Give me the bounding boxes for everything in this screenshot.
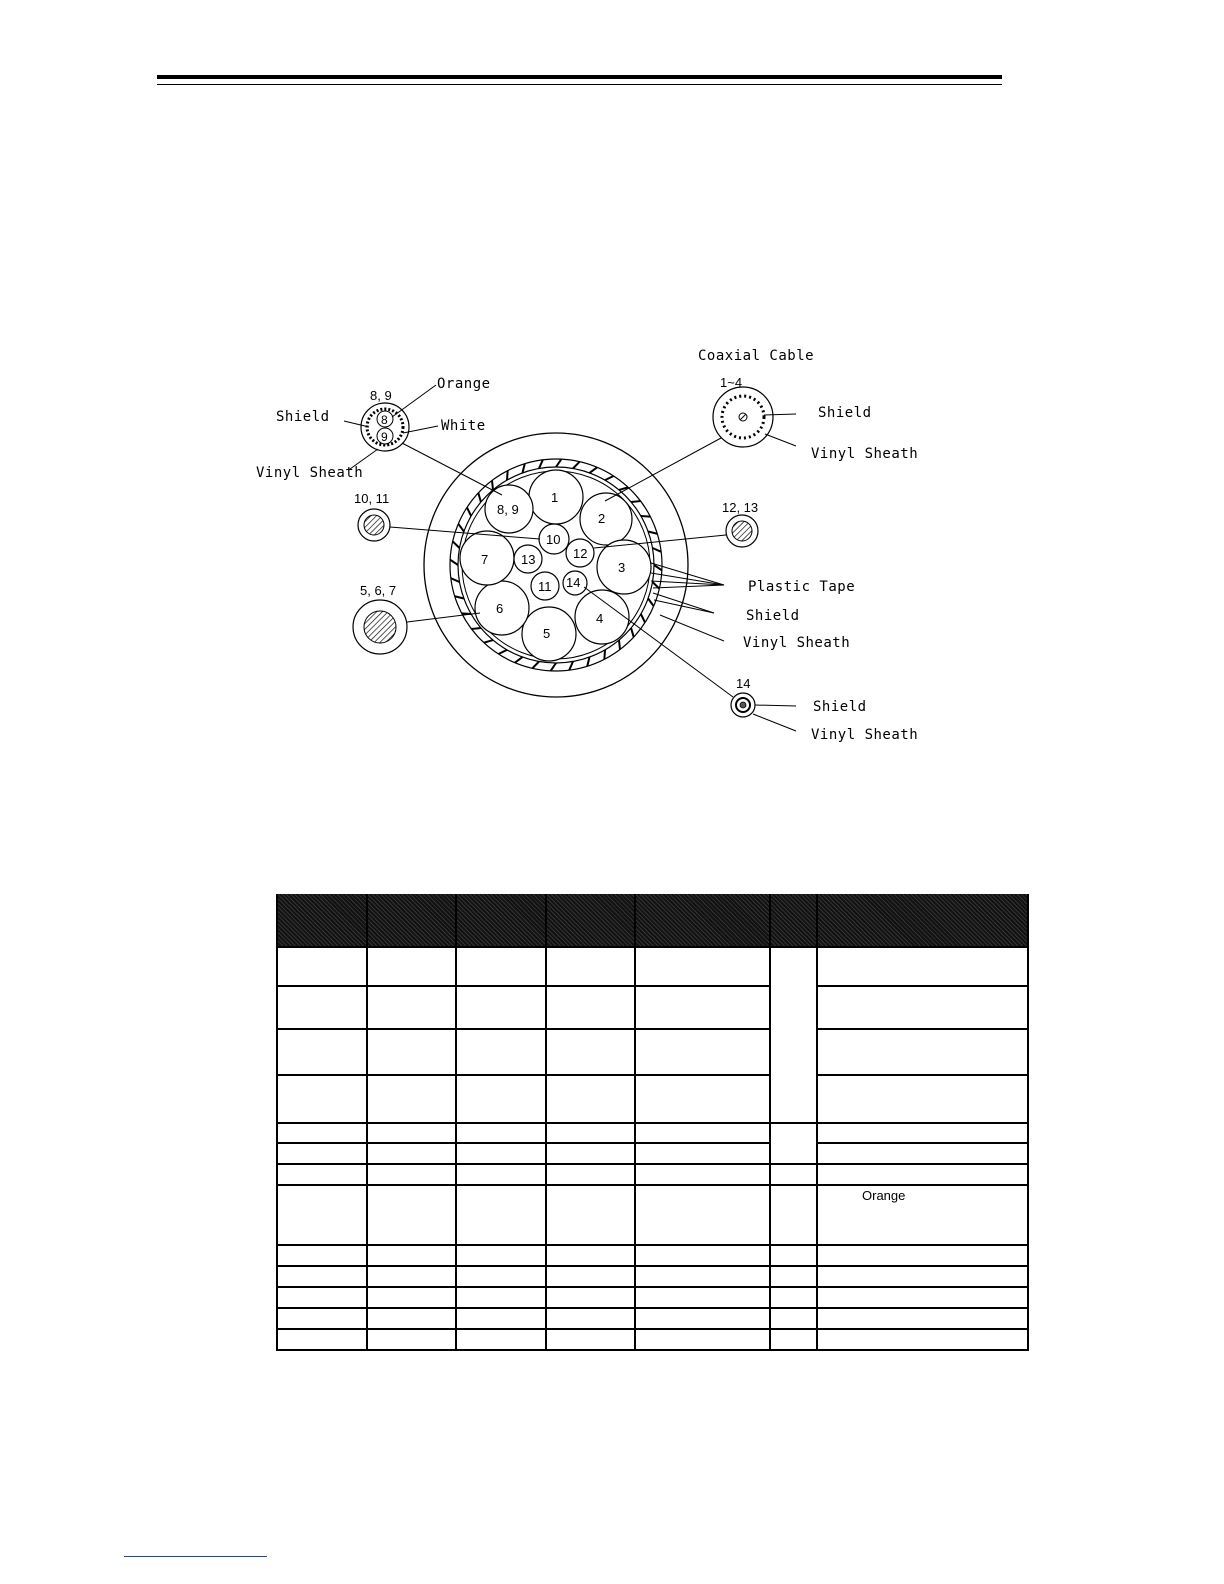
table-cell <box>635 1123 770 1143</box>
shield-hatch-mark <box>455 596 464 598</box>
table-row <box>277 986 1028 1029</box>
table-cell <box>367 1266 456 1287</box>
table-cell <box>546 1185 635 1245</box>
group-label-14: 14 <box>736 676 751 691</box>
table-cell <box>367 1123 456 1143</box>
table-cell <box>277 1075 367 1123</box>
table-cell <box>456 986 546 1029</box>
table-cell <box>277 1029 367 1075</box>
table-cell <box>546 986 635 1029</box>
table-header-cell <box>770 894 817 947</box>
detail-10-11-core <box>364 515 384 535</box>
table-cell <box>546 947 635 986</box>
table-cell <box>546 1029 635 1075</box>
core-label-2: 2 <box>598 511 606 526</box>
table-cell <box>456 1266 546 1287</box>
table-cell <box>635 1029 770 1075</box>
shield-hatch-mark <box>532 662 539 669</box>
group-label-5-6-7: 5, 6, 7 <box>360 583 397 598</box>
table-cell <box>277 986 367 1029</box>
shield-hatch-mark <box>451 578 460 582</box>
core-label-1: 1 <box>551 490 559 505</box>
table-cell <box>817 1143 1028 1164</box>
group-label-89: 8, 9 <box>370 388 392 403</box>
core-label-14: 14 <box>566 575 581 590</box>
table-cell <box>635 1308 770 1329</box>
table-cell <box>456 947 546 986</box>
shield-hatch-mark <box>648 531 657 533</box>
table-header-cell <box>456 894 546 947</box>
core-label-13: 13 <box>521 552 536 567</box>
table-row <box>277 1029 1028 1075</box>
table-row <box>277 1123 1028 1143</box>
shield-hatch-mark <box>648 599 654 607</box>
table-cell <box>817 1075 1028 1123</box>
shield-hatch-mark <box>471 628 480 629</box>
table-cell <box>367 1075 456 1123</box>
label-orange: Orange <box>437 376 491 392</box>
core-label-89: 8, 9 <box>497 502 519 517</box>
shield-hatch-mark <box>478 493 481 502</box>
table-cell <box>546 1245 635 1266</box>
table-row <box>277 1164 1028 1185</box>
table-cell <box>635 1075 770 1123</box>
label-shield-pair: Shield <box>276 409 330 425</box>
table-header-cell <box>635 894 770 947</box>
table-row <box>277 1329 1028 1350</box>
cable-cross-section-diagram <box>240 335 940 755</box>
table-cell <box>367 1245 456 1266</box>
table-header-cell <box>817 894 1028 947</box>
table-cell <box>546 1075 635 1123</box>
table-cell <box>546 1308 635 1329</box>
shield-hatch-mark <box>539 460 543 469</box>
label-plastic-tape: Plastic Tape <box>748 579 856 595</box>
table-header-cell <box>277 894 367 947</box>
shield-hatch-mark <box>604 650 605 659</box>
table-row <box>277 1308 1028 1329</box>
core-label-4: 4 <box>596 611 604 626</box>
table-cell <box>546 1287 635 1308</box>
shield-hatch-mark <box>556 459 561 467</box>
table-cell <box>277 1143 367 1164</box>
shield-hatch-mark <box>641 614 645 623</box>
table-cell <box>817 1287 1028 1308</box>
shield-hatch-mark <box>569 662 573 671</box>
group-label-1-4: 1~4 <box>720 375 743 390</box>
table-cell <box>817 1245 1028 1266</box>
detail-5-6-7-core <box>364 611 396 643</box>
group-label-12-13: 12, 13 <box>722 500 759 515</box>
table-cell <box>635 1245 770 1266</box>
table-cell <box>635 947 770 986</box>
shield-hatch-mark <box>467 507 471 516</box>
table-header-row <box>277 894 1028 947</box>
table-cell <box>277 1308 367 1329</box>
table-row <box>277 1185 1028 1245</box>
table-cell <box>277 1123 367 1143</box>
shield-hatch-mark <box>653 548 662 552</box>
table-cell <box>277 1266 367 1287</box>
shield-hatch-mark <box>619 640 620 649</box>
table-row <box>277 1245 1028 1266</box>
table-cell <box>456 1029 546 1075</box>
table-cell <box>635 1329 770 1350</box>
footer-link-underline[interactable] <box>124 1556 267 1557</box>
shield-hatch-mark <box>453 541 460 548</box>
detail-14-core <box>740 702 746 708</box>
shield-hatch-mark <box>605 476 614 480</box>
shield-hatch-mark <box>507 471 508 480</box>
shield-hatch-mark <box>631 501 640 502</box>
table-row <box>277 1075 1028 1123</box>
table-cell <box>546 1266 635 1287</box>
header-rule-thick <box>157 75 1002 79</box>
shield-hatch-mark <box>515 657 523 663</box>
shield-hatch-mark <box>551 663 556 671</box>
table-cell <box>817 1266 1028 1287</box>
label-shield-14: Shield <box>813 699 867 715</box>
shield-hatch-mark <box>450 560 458 565</box>
table-cell <box>367 1164 456 1185</box>
table-cell <box>635 1185 770 1245</box>
table-cell <box>817 1308 1028 1329</box>
table-cell <box>367 986 456 1029</box>
table-cell <box>770 1266 817 1287</box>
table-cell <box>546 1164 635 1185</box>
table-cell <box>546 1123 635 1143</box>
table-cell <box>367 1308 456 1329</box>
cable-spec-table <box>276 894 1029 1351</box>
detail-12-13-core <box>732 521 752 541</box>
table-cell <box>456 1308 546 1329</box>
table-cell <box>770 1123 817 1164</box>
table-cell <box>770 947 817 1123</box>
shield-hatch-mark <box>458 524 464 532</box>
table-cell <box>456 1075 546 1123</box>
table-cell <box>277 1164 367 1185</box>
table-cell <box>770 1329 817 1350</box>
table-cell <box>817 1164 1028 1185</box>
label-shield-main: Shield <box>746 608 800 624</box>
label-white: White <box>441 418 486 434</box>
core-label-6: 6 <box>496 601 504 616</box>
table-cell <box>367 1143 456 1164</box>
table-cell <box>770 1245 817 1266</box>
table-cell <box>277 1185 367 1245</box>
table-cell <box>635 1266 770 1287</box>
table-cell <box>456 1287 546 1308</box>
shield-hatch-mark <box>522 464 524 473</box>
table-cell <box>456 1245 546 1266</box>
label-vinyl-sheath-14: Vinyl Sheath <box>811 727 919 743</box>
table-header-cell <box>546 894 635 947</box>
shield-hatch-mark <box>587 657 589 666</box>
table-row <box>277 1266 1028 1287</box>
table-cell <box>367 947 456 986</box>
table-cell <box>770 1185 817 1245</box>
pair-label-8: 8 <box>381 413 388 427</box>
label-vinyl-sheath-pair: Vinyl Sheath <box>256 465 364 481</box>
table-cell <box>770 1308 817 1329</box>
table-row <box>277 1143 1028 1164</box>
table-cell <box>367 1329 456 1350</box>
table-cell <box>456 1185 546 1245</box>
table-cell <box>635 1164 770 1185</box>
table-cell <box>277 1245 367 1266</box>
table-cell <box>817 1029 1028 1075</box>
table-cell <box>817 1329 1028 1350</box>
table-cell-orange: Orange <box>817 1185 1028 1245</box>
table-cell <box>635 1143 770 1164</box>
table-cell <box>367 1029 456 1075</box>
label-vinyl-sheath-main: Vinyl Sheath <box>743 635 851 651</box>
table-cell <box>277 1287 367 1308</box>
label-shield-coax: Shield <box>818 405 872 421</box>
shield-hatch-mark <box>641 516 650 517</box>
label-vinyl-sheath-coax: Vinyl Sheath <box>811 446 919 462</box>
table-cell <box>456 1123 546 1143</box>
shield-hatch-mark <box>573 462 580 469</box>
shield-hatch-mark <box>631 628 634 637</box>
table-cell <box>546 1329 635 1350</box>
core-label-5: 5 <box>543 626 551 641</box>
core-label-7: 7 <box>481 552 489 567</box>
shield-hatch-mark <box>484 640 493 643</box>
table-cell <box>817 947 1028 986</box>
table-row <box>277 947 1028 986</box>
table-cell <box>635 986 770 1029</box>
core-label-12: 12 <box>573 546 588 561</box>
table-cell <box>770 1164 817 1185</box>
table-cell <box>635 1287 770 1308</box>
pair-label-9: 9 <box>381 430 388 444</box>
table-cell <box>817 986 1028 1029</box>
table-cell <box>277 1329 367 1350</box>
table-cell <box>367 1185 456 1245</box>
core-label-3: 3 <box>618 560 626 575</box>
table-cell <box>456 1329 546 1350</box>
shield-hatch-mark <box>590 467 598 473</box>
table-cell <box>456 1143 546 1164</box>
table-cell <box>456 1164 546 1185</box>
table-cell <box>367 1287 456 1308</box>
group-label-10-11: 10, 11 <box>354 491 390 506</box>
label-coaxial-cable: Coaxial Cable <box>698 348 815 364</box>
table-cell <box>277 947 367 986</box>
core-label-11: 11 <box>538 579 552 594</box>
table-cell <box>770 1287 817 1308</box>
header-rule-thin <box>157 84 1002 85</box>
table-cell <box>546 1143 635 1164</box>
table-header-cell <box>367 894 456 947</box>
shield-hatch-mark <box>498 650 507 654</box>
shield-hatch-mark <box>492 480 493 489</box>
table-row <box>277 1287 1028 1308</box>
table-cell <box>817 1123 1028 1143</box>
core-label-10: 10 <box>546 532 561 547</box>
